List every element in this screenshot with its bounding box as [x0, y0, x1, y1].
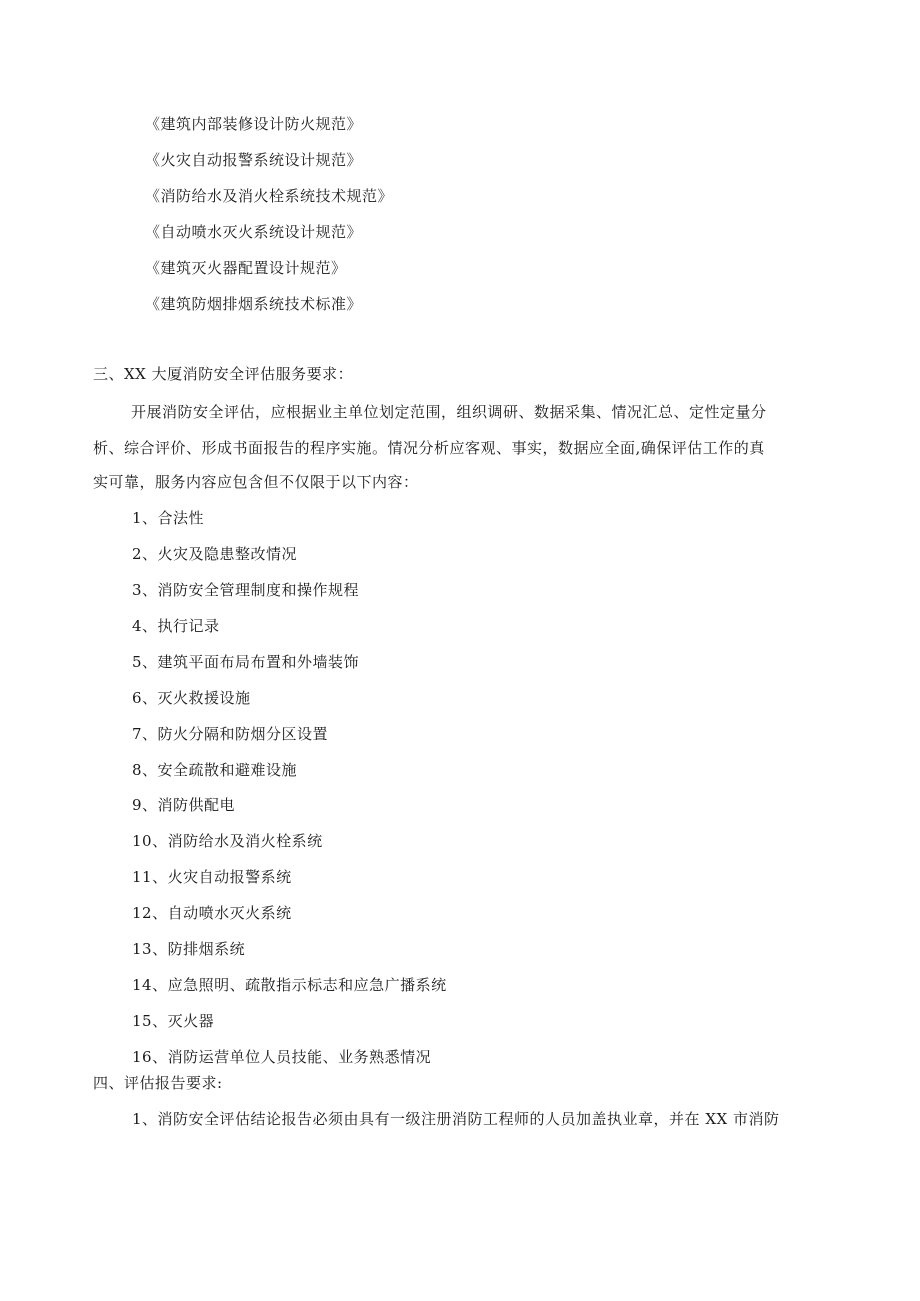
list-item: 3、消防安全管理制度和操作规程	[132, 581, 360, 599]
reference-item: 《自动喷水灭火系统设计规范》	[145, 223, 363, 241]
list-item: 10、消防给水及消火栓系统	[132, 832, 323, 850]
section-4-heading: 四、评估报告要求:	[93, 1074, 223, 1092]
list-item: 8、安全疏散和避难设施	[132, 761, 298, 779]
section-3-heading: 三、XX 大厦消防安全评估服务要求：	[93, 365, 354, 383]
paragraph-line: 析、综合评价、形成书面报告的程序实施。情况分析应客观、事实，数据应全面,确保评估工作的真	[93, 439, 765, 457]
list-item: 16、消防运营单位人员技能、业务熟悉情况	[132, 1048, 432, 1066]
list-item: 14、应急照明、疏散指示标志和应急广播系统	[132, 976, 447, 994]
reference-item: 《建筑防烟排烟系统技术标准》	[145, 295, 363, 313]
list-item: 1、合法性	[132, 509, 205, 527]
reference-item: 《消防给水及消火栓系统技术规范》	[145, 187, 394, 205]
section-4-first-line: 1、消防安全评估结论报告必须由具有一级注册消防工程师的人员加盖执业章，并在 XX 市消防	[132, 1110, 780, 1128]
list-item: 5、建筑平面布局布置和外墙装饰	[132, 653, 360, 671]
list-item: 2、火灾及隐患整改情况	[132, 545, 298, 563]
list-item: 4、执行记录	[132, 617, 220, 635]
list-item: 12、自动喷水灭火系统	[132, 904, 292, 922]
paragraph-line: 实可靠，服务内容应包含但不仅限于以下内容：	[93, 473, 419, 491]
list-item: 15、灭火器	[132, 1012, 215, 1030]
list-item: 11、火灾自动报警系统	[132, 868, 292, 886]
list-item: 7、防火分隔和防烟分区设置	[132, 725, 329, 743]
list-item: 9、消防供配电	[132, 796, 236, 814]
paragraph-line: 开展消防安全评估，应根据业主单位划定范围，组织调研、数据采集、情况汇总、定性定量分	[131, 403, 767, 421]
list-item: 13、防排烟系统	[132, 940, 246, 958]
reference-item: 《建筑灭火器配置设计规范》	[145, 259, 347, 277]
reference-item: 《建筑内部装修设计防火规范》	[145, 115, 363, 133]
list-item: 6、灭火救援设施	[132, 689, 251, 707]
reference-item: 《火灾自动报警系统设计规范》	[145, 151, 363, 169]
